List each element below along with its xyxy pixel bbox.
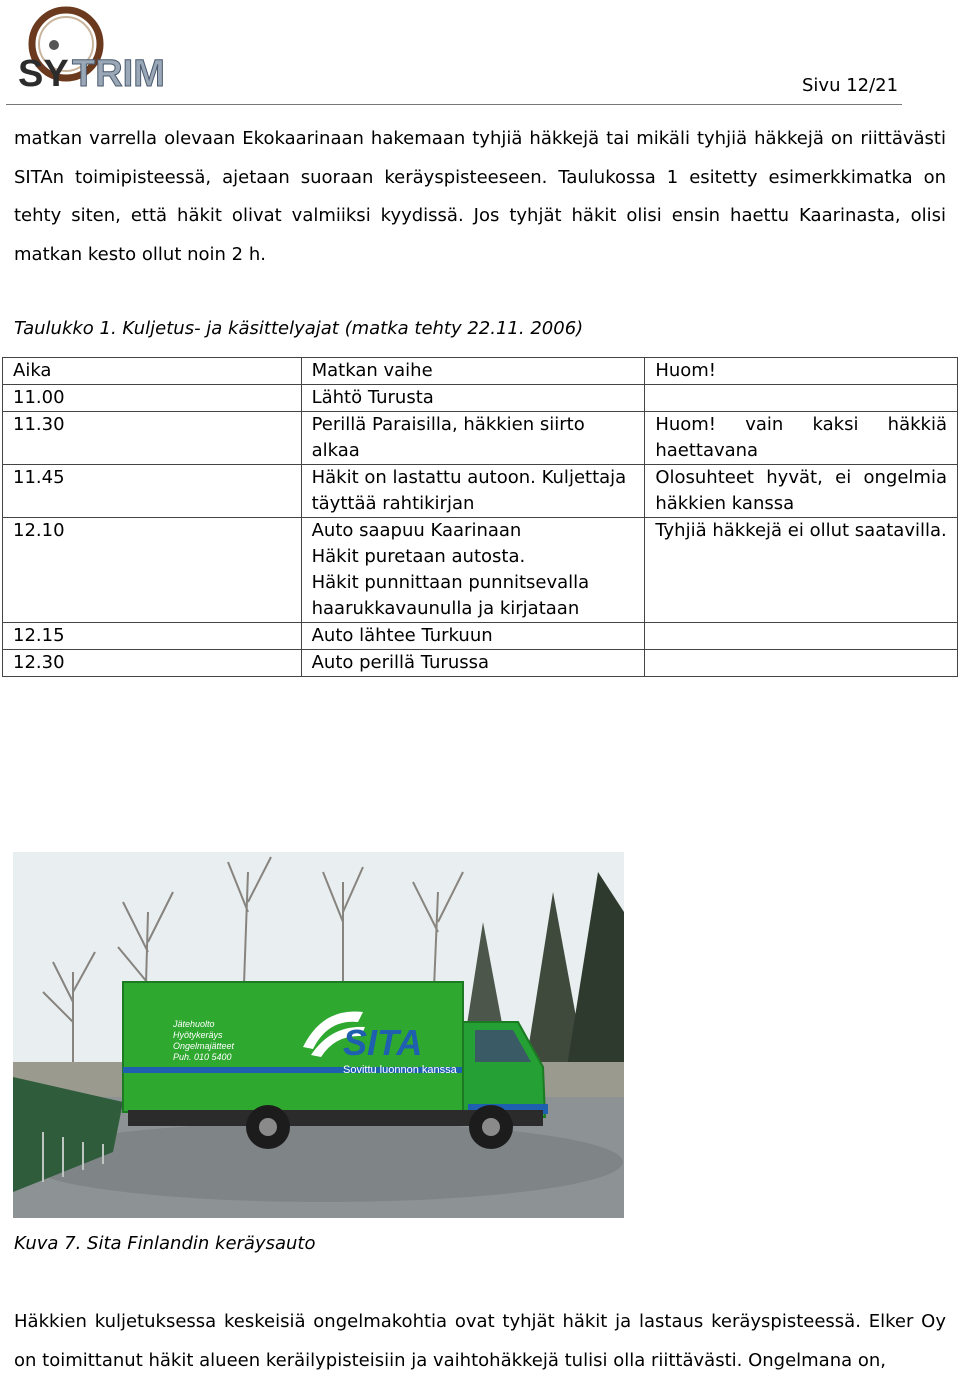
stage-cell: Auto perillä Turussa — [301, 650, 645, 677]
table-caption: Taulukko 1. Kuljetus- ja käsittelyajat (matka tehty 22.11. 2006) — [14, 318, 584, 339]
sita-logo-text: SITA — [343, 1022, 423, 1063]
time-cell: 11.45 — [3, 465, 302, 518]
table-row — [3, 412, 958, 465]
table-row — [3, 623, 958, 650]
column-header: Matkan vaihe — [301, 358, 645, 385]
column-header: Huom! — [645, 358, 958, 385]
header-divider — [6, 104, 902, 105]
time-cell: 12.10 — [3, 518, 302, 623]
truck-photo — [13, 852, 624, 1218]
stage-cell: Lähtö Turusta — [301, 385, 645, 412]
note-cell — [645, 650, 958, 677]
time-cell: 11.00 — [3, 385, 302, 412]
time-cell: 12.30 — [3, 650, 302, 677]
svg-text:SY: SY — [18, 53, 69, 95]
table-row — [3, 385, 958, 412]
page-number: Sivu 12/21 — [802, 75, 899, 96]
svg-text:TRIM: TRIM — [72, 53, 164, 95]
table-header-row — [3, 358, 958, 385]
table-row — [3, 518, 958, 623]
intro-paragraph: matkan varrella olevaan Ekokaarinaan hakemaan tyhjiä häkkejä tai mikäli tyhjiä häkkejä on riittävästi SITAn toimipisteessä, ajetaan suoraan keräyspisteeseen. Taulukossa 1 esitetty esimerkkimatka on tehty siten, että häkit olivat valmiiksi kyydissä. Jos tyhjät häkit olisi ensin haettu Kaarinasta, olisi matkan kesto ollut noin 2 h. — [14, 128, 946, 265]
truck-side-text: Puh. 010 5400 — [173, 1052, 232, 1062]
truck-side-text: Hyötykeräys — [173, 1030, 223, 1040]
truck-side-text: Jätehuolto — [173, 1019, 215, 1029]
sita-slogan: Sovittu luonnon kanssa — [343, 1064, 457, 1076]
note-cell: Huom! vain kaksi häkkiä haettavana — [645, 412, 958, 465]
stage-cell: Perillä Paraisilla, häkkien siirto alkaa — [301, 412, 645, 465]
note-cell — [645, 385, 958, 412]
note-cell: Olosuhteet hyvät, ei ongelmia häkkien kanssa — [645, 465, 958, 518]
note-cell: Tyhjiä häkkejä ei ollut saatavilla. — [645, 518, 958, 623]
table-row — [3, 650, 958, 677]
time-cell: 12.15 — [3, 623, 302, 650]
closing-paragraph: Häkkien kuljetuksessa keskeisiä ongelmakohtia ovat tyhjät häkit ja lastaus keräyspisteessä. Elker Oy on toimittanut häkit alueen keräilypisteisiin ja vaihtohäkkejä tulisi olla riittävästi. Ongelmana on, — [14, 1311, 946, 1371]
figure-caption: Kuva 7. Sita Finlandin keräysauto — [14, 1233, 316, 1254]
truck-side-text: Ongelmajätteet — [173, 1041, 235, 1051]
table-row — [3, 465, 958, 518]
stage-cell: Auto saapuu Kaarinaan Häkit puretaan autosta. Häkit punnittaan punnitsevalla haarukkavaunulla ja kirjataan — [301, 518, 645, 623]
stage-cell: Auto lähtee Turkuun — [301, 623, 645, 650]
column-header: Aika — [3, 358, 302, 385]
stage-cell: Häkit on lastattu autoon. Kuljettaja täyttää rahtikirjan — [301, 465, 645, 518]
trip-time-table — [2, 357, 958, 677]
sytrim-logo — [14, 4, 164, 96]
note-cell — [645, 623, 958, 650]
time-cell: 11.30 — [3, 412, 302, 465]
